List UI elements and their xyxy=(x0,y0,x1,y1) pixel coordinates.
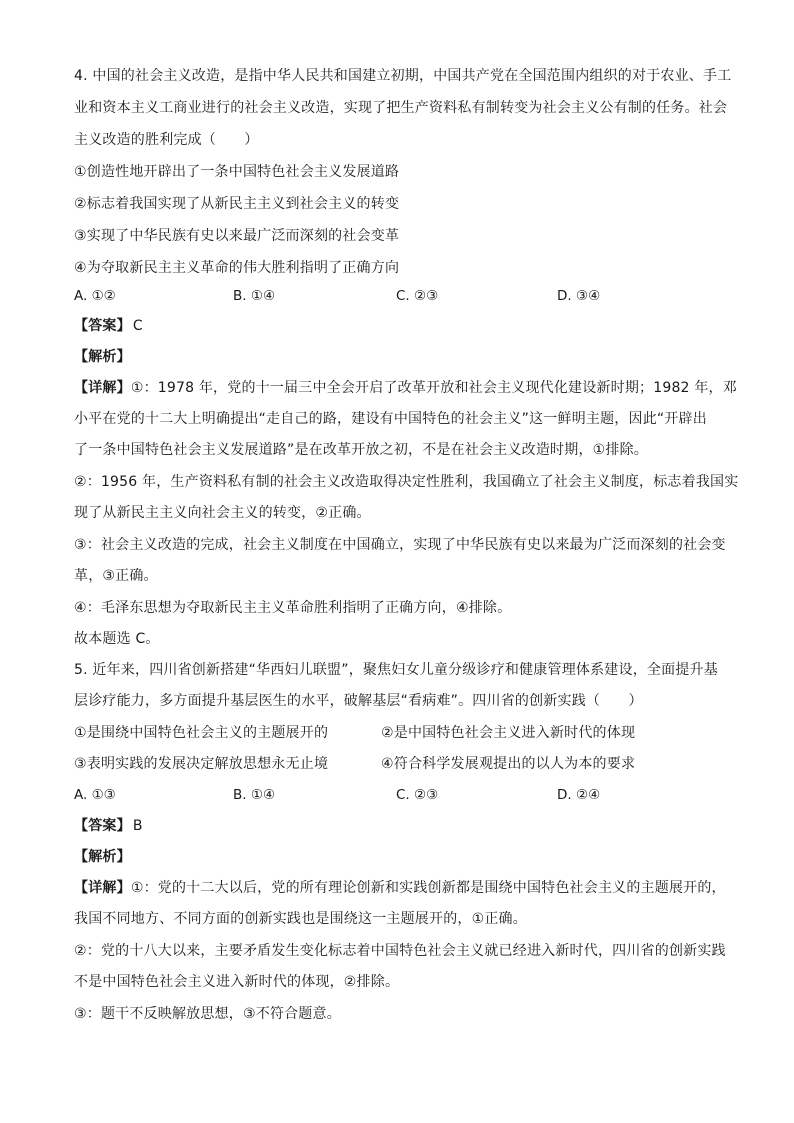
q4-analysis-heading xyxy=(74,347,724,367)
q4-answer-value: C xyxy=(132,318,143,334)
q4-stem-line-3: 主义改造的胜利完成（ ） xyxy=(74,132,259,148)
q4-option-a: A. ①② xyxy=(74,288,116,304)
q5-option-b: B. ①④ xyxy=(233,787,276,803)
q4-stem-line-1: 4. 中国的社会主义改造，是指中华人民共和国建立初期，中国共产党在全国范围内组织的对于农业、手工 xyxy=(74,68,732,84)
q4-detail-line-7: 革，③正确。 xyxy=(74,568,158,584)
q4-analysis-tag: 【解析】 xyxy=(74,349,131,365)
q5-answer xyxy=(74,816,724,836)
q4-detail-text-1: ①：1978 年，党的十一届三中全会开启了改革开放和社会主义现代化建设新时期；1982 年，邓 xyxy=(130,380,737,396)
q5-detail-line-3: ②：党的十八大以来，主要矛盾发生变化标志着中国特色社会主义就已经进入新时代，四川省的创新实践 xyxy=(74,943,726,959)
q5-detail-line-5: ③：题干不反映解放思想，③不符合题意。 xyxy=(74,1006,341,1022)
q5-stem-line-1: 5. 近年来，四川省创新搭建“华西妇儿联盟”，聚焦妇女儿童分级诊疗和健康管理体系建设，全面提升基 xyxy=(74,662,718,678)
q5-detail-line-4: 不是中国特色社会主义进入新时代的体现，②排除。 xyxy=(74,974,400,990)
q4-detail-tag: 【详解】 xyxy=(74,380,131,396)
q4-detail-line-4: ②：1956 年，生产资料私有制的社会主义改造取得决定性胜利，我国确立了社会主义制度，标志着我国实 xyxy=(74,474,739,490)
q5-answer-value: B xyxy=(132,818,143,834)
q5-statement-3: ③表明实践的发展决定解放思想永无止境 xyxy=(74,756,329,772)
q5-statement-4: ④符合科学发展观提出的以人为本的要求 xyxy=(381,756,636,772)
q4-detail-line-1 xyxy=(74,378,737,398)
q5-option-c: C. ②③ xyxy=(396,787,439,803)
q4-option-b: B. ①④ xyxy=(233,288,276,304)
q4-answer xyxy=(74,316,724,336)
q4-detail-line-3: 了一条中国特色社会主义发展道路”是在改革开放之初，不是在社会主义改造时期，①排除。 xyxy=(74,442,649,458)
q4-option-d: D. ③④ xyxy=(557,288,601,304)
q4-detail-line-6: ③：社会主义改造的完成，社会主义制度在中国确立，实现了中华民族有史以来最为广泛而深刻的社会变 xyxy=(74,537,726,553)
q5-stem-line-2: 层诊疗能力，多方面提升基层医生的水平，破解基层“看病难”。四川省的创新实践（ ） xyxy=(74,693,643,709)
q5-answer-tag: 【答案】 xyxy=(74,818,131,834)
q4-statement-1: ①创造性地开辟出了一条中国特色社会主义发展道路 xyxy=(74,164,400,180)
q5-option-a: A. ①③ xyxy=(74,787,116,803)
q4-detail-line-8: ④：毛泽东思想为夺取新民主主义革命胜利指明了正确方向，④排除。 xyxy=(74,600,512,616)
q5-detail-line-1 xyxy=(74,878,724,898)
q4-option-c: C. ②③ xyxy=(396,288,439,304)
q4-conclusion: 故本题选 C。 xyxy=(74,631,160,647)
q5-analysis-tag: 【解析】 xyxy=(74,849,131,865)
q4-detail-line-5: 现了从新民主主义向社会主义的转变，②正确。 xyxy=(74,505,371,521)
q5-detail-text-1: ①：党的十二大以后，党的所有理论创新和实践创新都是围绕中国特色社会主义的主题展开的， xyxy=(130,880,726,896)
q5-statement-2: ②是中国特色社会主义进入新时代的体现 xyxy=(381,725,636,741)
q4-statement-2: ②标志着我国实现了从新民主主义到社会主义的转变 xyxy=(74,196,400,212)
q5-statement-1: ①是围绕中国特色社会主义的主题展开的 xyxy=(74,725,329,741)
q4-detail-line-2: 小平在党的十二大上明确提出“走自己的路，建设有中国特色的社会主义”这一鲜明主题，因此“开辟出 xyxy=(74,411,707,427)
q5-analysis-heading xyxy=(74,847,724,867)
q4-statement-3: ③实现了中华民族有史以来最广泛而深刻的社会变革 xyxy=(74,228,400,244)
q4-stem-line-2: 业和资本主义工商业进行的社会主义改造，实现了把生产资料私有制转变为社会主义公有制的任务。社会 xyxy=(74,100,728,116)
q5-detail-tag: 【详解】 xyxy=(74,880,131,896)
q4-statement-4: ④为夺取新民主主义革命的伟大胜利指明了正确方向 xyxy=(74,260,400,276)
q5-option-d: D. ②④ xyxy=(557,787,601,803)
q5-detail-line-2: 我国不同地方、不同方面的创新实践也是围绕这一主题展开的，①正确。 xyxy=(74,911,527,927)
q4-answer-tag: 【答案】 xyxy=(74,318,131,334)
